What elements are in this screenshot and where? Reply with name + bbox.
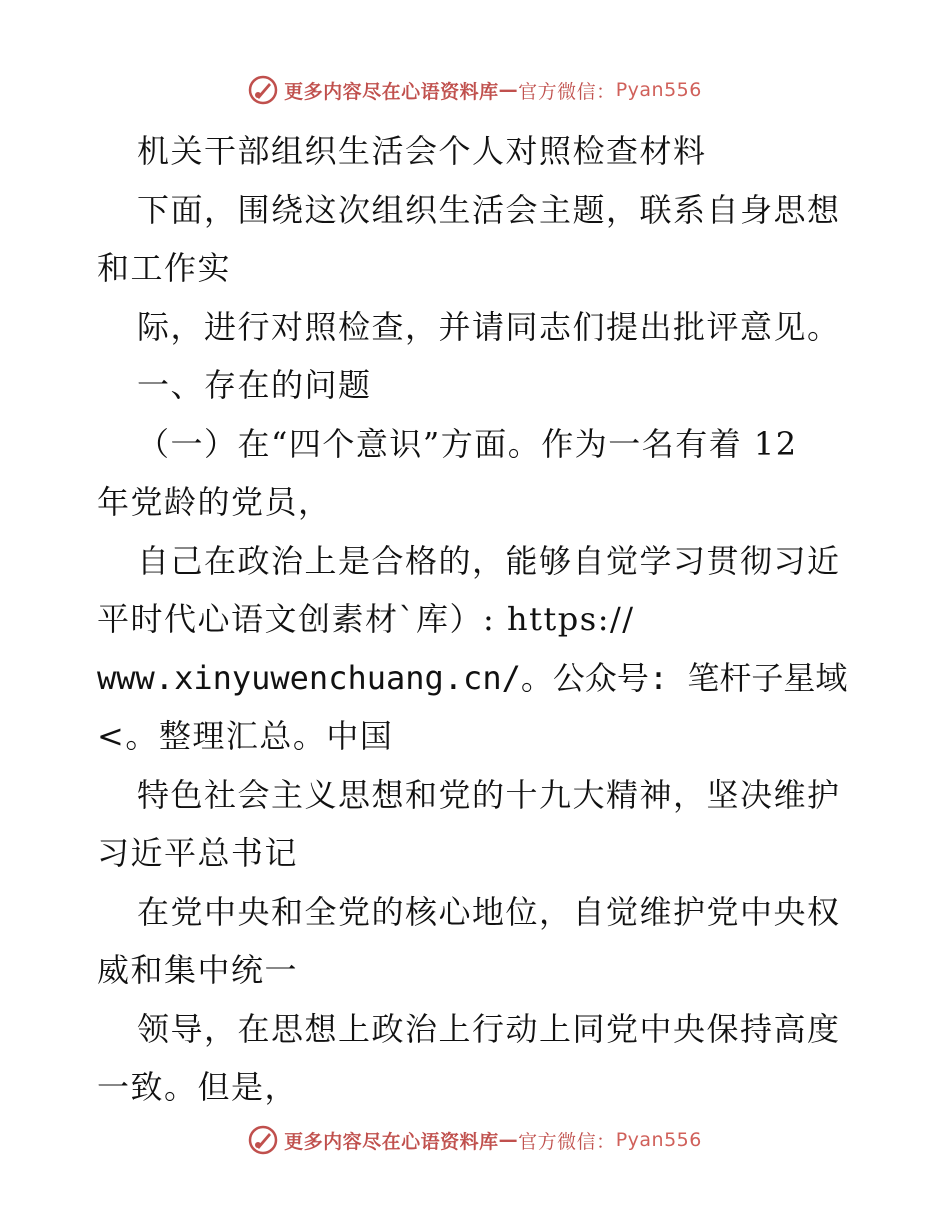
banner-text: 更多内容尽在心语资料库 [284,1130,499,1153]
text-line: 自己在政治上是合格的，能够自觉学习贯彻习近 [137,541,841,580]
text-line: <。整理汇总。中国 [97,717,394,755]
document-body [97,122,857,1117]
banner-wechat-label: 官方微信： [518,1130,616,1153]
text-line: （一）在“四个意识”方面。作为一名有着 12 [137,424,798,463]
section-heading: 一、存在的问题 [137,366,372,404]
banner-wechat-id: Pyan556 [615,79,702,101]
banner-text: 更多内容尽在心语资料库 [284,80,499,103]
banner-dash: — [498,1129,519,1151]
document-title: 机关干部组织生活会个人对照检查材料 [137,132,707,170]
text-line: 特色社会主义思想和党的十九大精神，坚决维护 [137,775,841,814]
text-line: 平时代心语文创素材`库）: https:// [97,600,635,638]
text-line: 和工作实 [97,249,232,287]
header-banner [0,70,950,110]
text-line: 际，进行对照检查，并请同志们提出批评意见。 [137,307,841,346]
banner-dash: — [498,79,519,101]
text-line: 下面，围绕这次组织生活会主题，联系自身思想 [137,190,841,229]
text-line: 年党龄的党员， [97,483,332,521]
url-line: www.xinyuwenchuang.cn/。公众号: 笔杆子星域 [97,658,848,697]
banner-wechat-label: 官方微信： [518,80,616,103]
footer-banner [0,1120,950,1160]
quill-logo-icon [248,1125,278,1155]
text-line: 习近平总书记 [97,834,299,872]
text-line: 领导，在思想上政治上行动上同党中央保持高度 [137,1009,841,1048]
quill-logo-icon [248,75,278,105]
text-line: 在党中央和全党的核心地位，自觉维护党中央权 [137,892,841,931]
text-line: 一致。但是， [97,1068,299,1106]
text-line: 威和集中统一 [97,951,299,989]
banner-wechat-id: Pyan556 [615,1129,702,1151]
